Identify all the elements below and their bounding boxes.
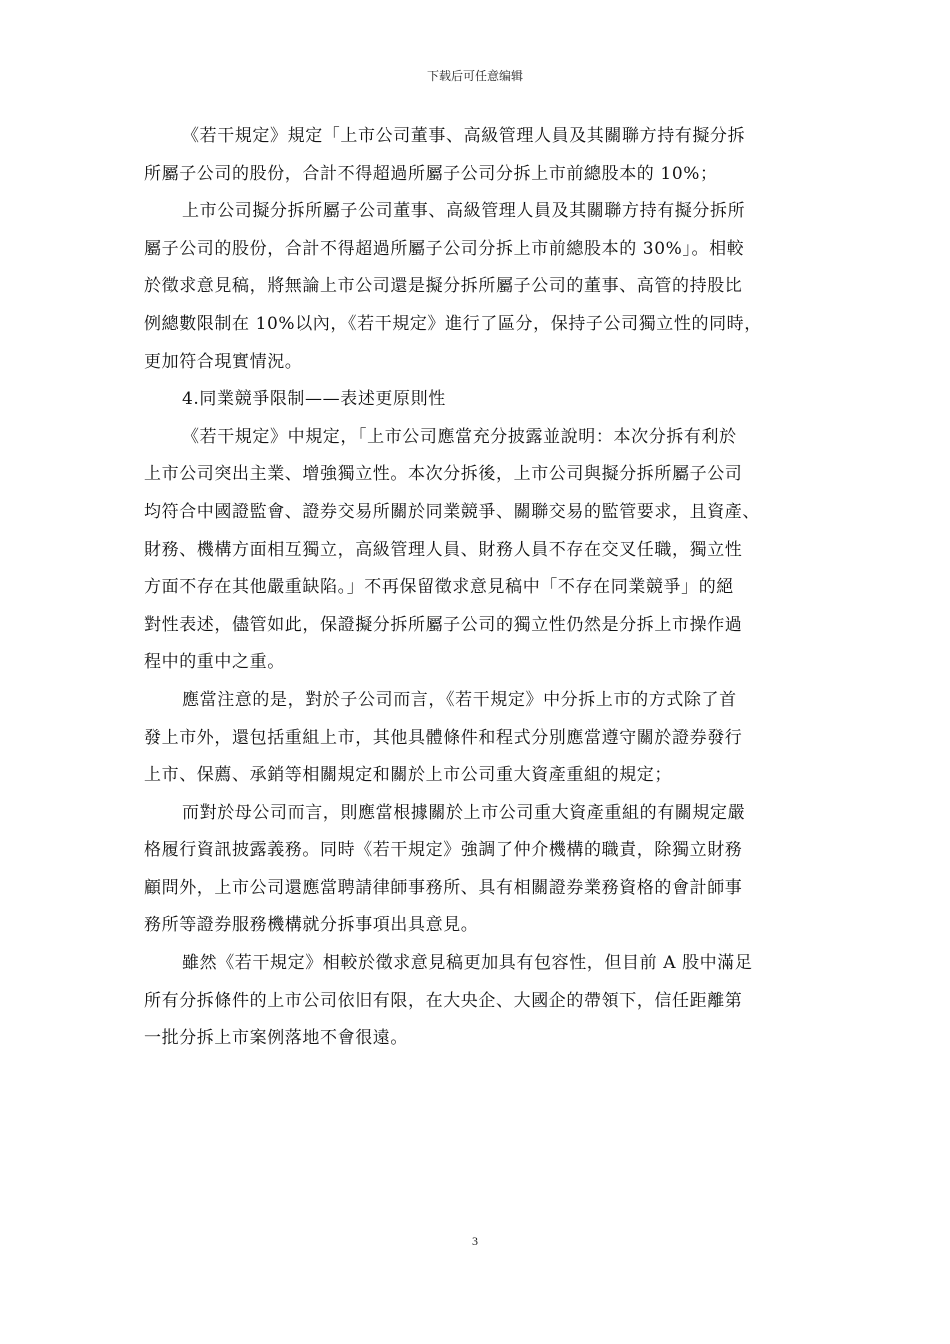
paragraph-line: 應當注意的是，對於子公司而言，《若干規定》中分拆上市的方式除了首 (182, 689, 737, 710)
paragraph-line: 對性表述，儘管如此，保證擬分拆所屬子公司的獨立性仍然是分拆上市操作過 (144, 614, 743, 635)
paragraph-line: 更加符合現實情況。 (144, 351, 303, 372)
paragraph-line: 一批分拆上市案例落地不會很遠。 (144, 1028, 408, 1049)
paragraph-line: 雖然《若干規定》相較於徵求意見稿更加具有包容性，但目前 A 股中滿足 (182, 953, 753, 974)
paragraph-line: 上市公司擬分拆所屬子公司董事、高級管理人員及其關聯方持有擬分拆所 (182, 201, 746, 222)
paragraph-line: 於徵求意見稿，將無論上市公司還是擬分拆所屬子公司的董事、高管的持股比 (144, 276, 743, 297)
body-text (144, 118, 820, 1058)
paragraph-line: 屬子公司的股份，合計不得超過所屬子公司分拆上市前總股本的 30%」。相較 (144, 238, 745, 259)
paragraph-line: 均符合中國證監會、證券交易所關於同業競爭、關聯交易的監管要求，且資產、 (144, 501, 760, 522)
paragraph-line: 所屬子公司的股份，合計不得超過所屬子公司分拆上市前總股本的 10%； (144, 163, 718, 184)
paragraph-line: 而對於母公司而言，則應當根據關於上市公司重大資產重組的有關規定嚴 (182, 802, 746, 823)
paragraph-line: 發上市外，還包括重組上市，其他具體條件和程式分別應當遵守關於證券發行 (144, 727, 743, 748)
paragraph-line: 例總數限制在 10%以內，《若干規定》進行了區分，保持子公司獨立性的同時， (144, 313, 762, 334)
paragraph-line: 《若干規定》中規定，「上市公司應當充分披露並說明：本次分拆有利於 (182, 426, 737, 447)
paragraph-line: 《若干規定》規定「上市公司董事、高級管理人員及其關聯方持有擬分拆 (182, 126, 746, 146)
paragraph-line: 上市、保薦、承銷等相關規定和關於上市公司重大資產重組的規定； (144, 765, 672, 786)
paragraph-line: 方面不存在其他嚴重缺陷。」不再保留徵求意見稿中「不存在同業競爭」的絕 (144, 577, 734, 598)
paragraph-line: 程中的重中之重。 (144, 652, 285, 673)
paragraph-line: 所有分拆條件的上市公司依旧有限，在大央企、大國企的帶領下，信任距離第 (144, 990, 743, 1011)
page-number: 3 (472, 1234, 478, 1248)
section-heading: 4.同業競爭限制——表述更原則性 (182, 389, 446, 410)
paragraph-line: 格履行資訊披露義務。同時《若干規定》強調了仲介機構的職責，除獨立財務 (144, 840, 743, 861)
paragraph-line: 務所等證券服務機構就分拆事項出具意見。 (144, 915, 479, 936)
page-header: 下载后可任意编辑 (426, 69, 523, 83)
paragraph-line: 顧問外，上市公司還應當聘請律師事務所、具有相關證券業務資格的會計師事 (144, 877, 743, 898)
paragraph-line: 財務、機構方面相互獨立，高級管理人員、財務人員不存在交叉任職，獨立性 (144, 539, 743, 560)
paragraph-line: 上市公司突出主業、增強獨立性。本次分拆後，上市公司與擬分拆所屬子公司 (144, 464, 743, 485)
